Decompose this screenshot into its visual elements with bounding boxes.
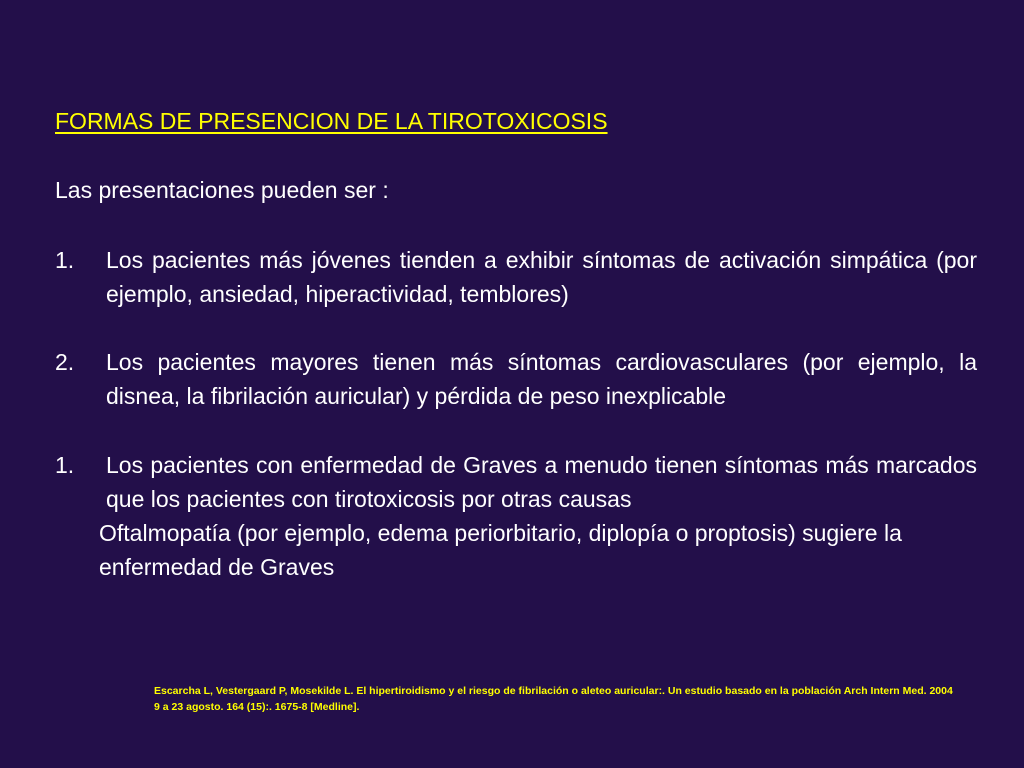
list-item-text: Los pacientes más jóvenes tienden a exhibir síntomas de activación simpática (por ejemplo, ansiedad, hiperactividad, temblores)	[106, 247, 977, 307]
list-item	[55, 243, 977, 311]
reference-citation: Escarcha L, Vestergaard P, Mosekilde L. El hipertiroidismo y el riesgo de fibrilación o aleteo auricular:. Un estudio basado en la población Arch Intern Med. 2004 9 a 23 agosto. 164 (15):. 1675-8 [Medline].	[154, 685, 953, 713]
list-item-number: 2.	[55, 349, 75, 375]
list-item-text: Los pacientes con enfermedad de Graves a menudo tienen síntomas más marcados que los pacientes con tirotoxicosis por otras causas	[106, 452, 977, 512]
intro-text: Las presentaciones pueden ser :	[55, 177, 389, 203]
list-item	[55, 345, 977, 413]
list-item-text: Los pacientes mayores tienen más síntomas cardiovasculares (por ejemplo, la disnea, la fibrilación auricular) y pérdida de peso inexplicable	[106, 349, 977, 409]
list-item-number: 1.	[55, 247, 75, 273]
list-item	[55, 448, 977, 516]
list-item-number: 1.	[55, 452, 75, 478]
ophthalmopathy-note: Oftalmopatía (por ejemplo, edema periorbitario, diplopía o proptosis) sugiere la enfermedad de Graves	[99, 520, 902, 580]
slide-title: FORMAS DE PRESENCION DE LA TIROTOXICOSIS	[55, 108, 608, 134]
